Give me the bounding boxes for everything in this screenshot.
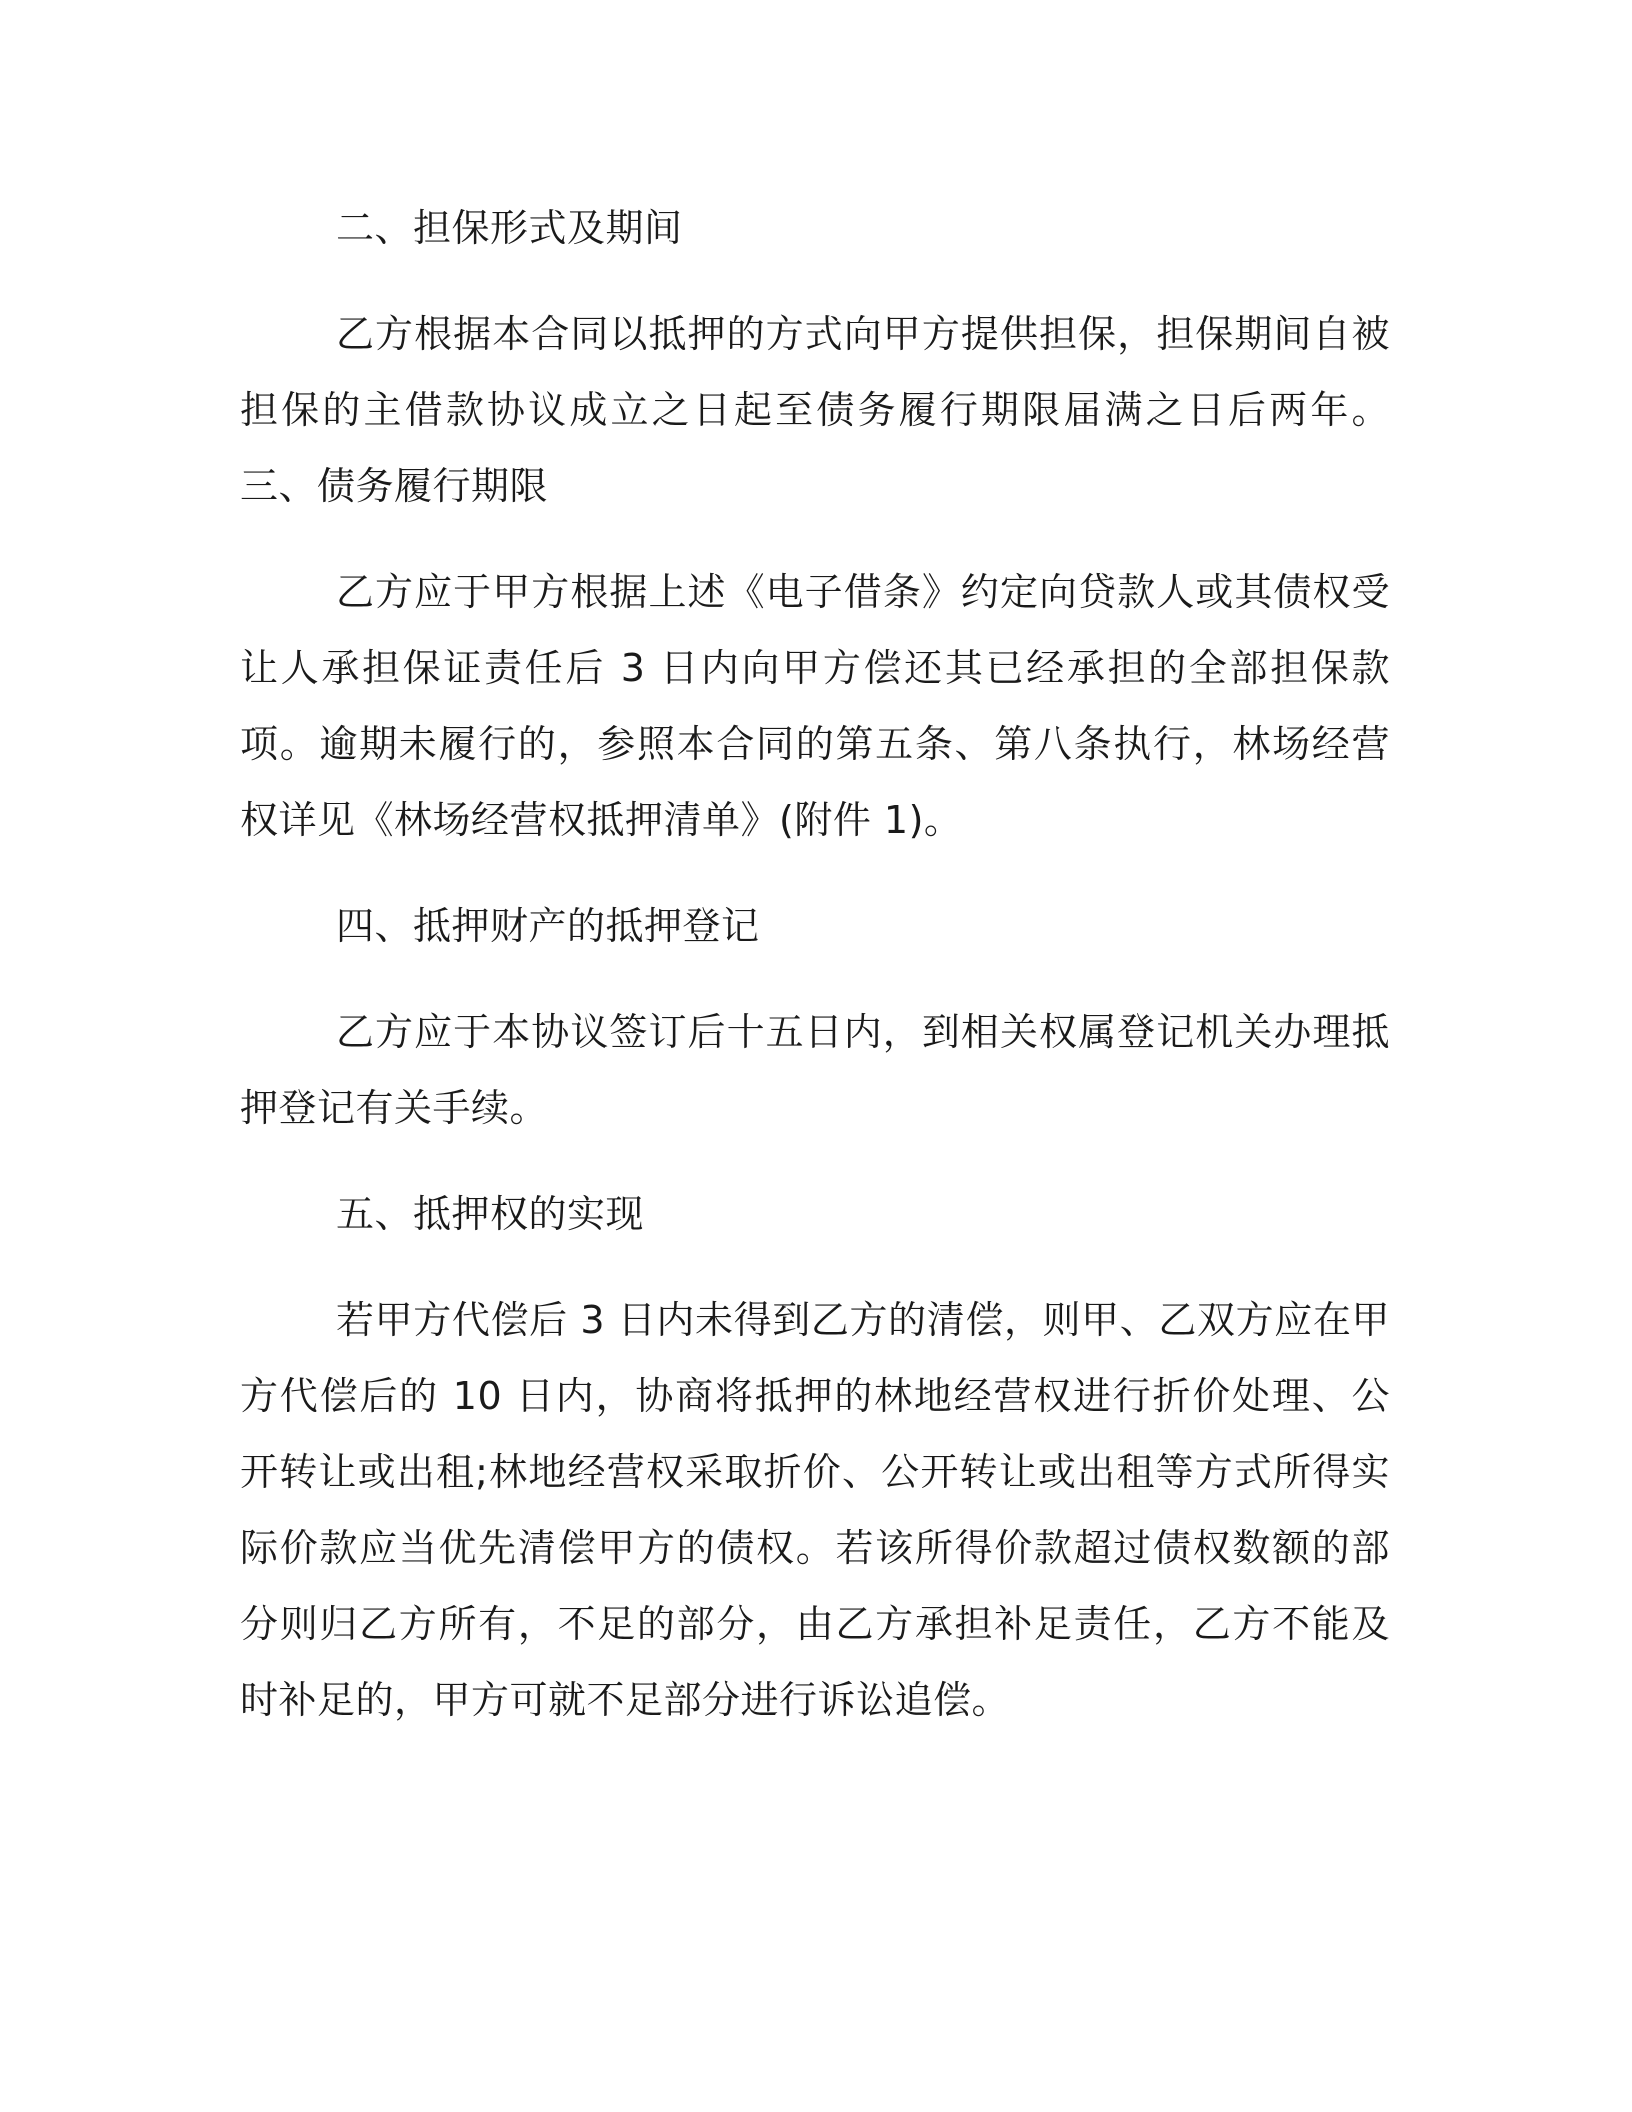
section-heading-mortgage-registration: 四、抵押财产的抵押登记: [336, 904, 760, 948]
paragraph-repayment-obligation: 乙方应于甲方根据上述《电子借条》约定向贷款人或其债权受让人承担保证责任后 3 日内向甲方偿还其已经承担的全部担保款项。逾期未履行的，参照本合同的第五条、第八条执行，林场经营权详见《林场经营权抵押清单》(附件 1)。: [240, 570, 1390, 842]
section-heading-mortgage-realization: 五、抵押权的实现: [336, 1192, 645, 1236]
paragraph-mortgage-realization: 若甲方代偿后 3 日内未得到乙方的清偿，则甲、乙双方应在甲方代偿后的 10 日内，协商将抵押的林地经营权进行折价处理、公开转让或出租;林地经营权采取折价、公开转让或出租等方式所得实际价款应当优先清偿甲方的债权。若该所得价款超过债权数额的部分则归乙方所有，不足的部分，由乙方承担补足责任，乙方不能及时补足的，甲方可就不足部分进行诉讼追偿。: [240, 1298, 1390, 1722]
document-page: [240, 190, 1390, 1738]
paragraph-mortgage-registration: 乙方应于本协议签订后十五日内，到相关权属登记机关办理抵押登记有关手续。: [240, 1010, 1390, 1130]
section-heading-guarantee-form: 二、担保形式及期间: [336, 206, 683, 250]
paragraph-guarantee-period: 乙方根据本合同以抵押的方式向甲方提供担保，担保期间自被担保的主借款协议成立之日起至债务履行期限届满之日后两年。 三、债务履行期限: [240, 312, 1390, 508]
